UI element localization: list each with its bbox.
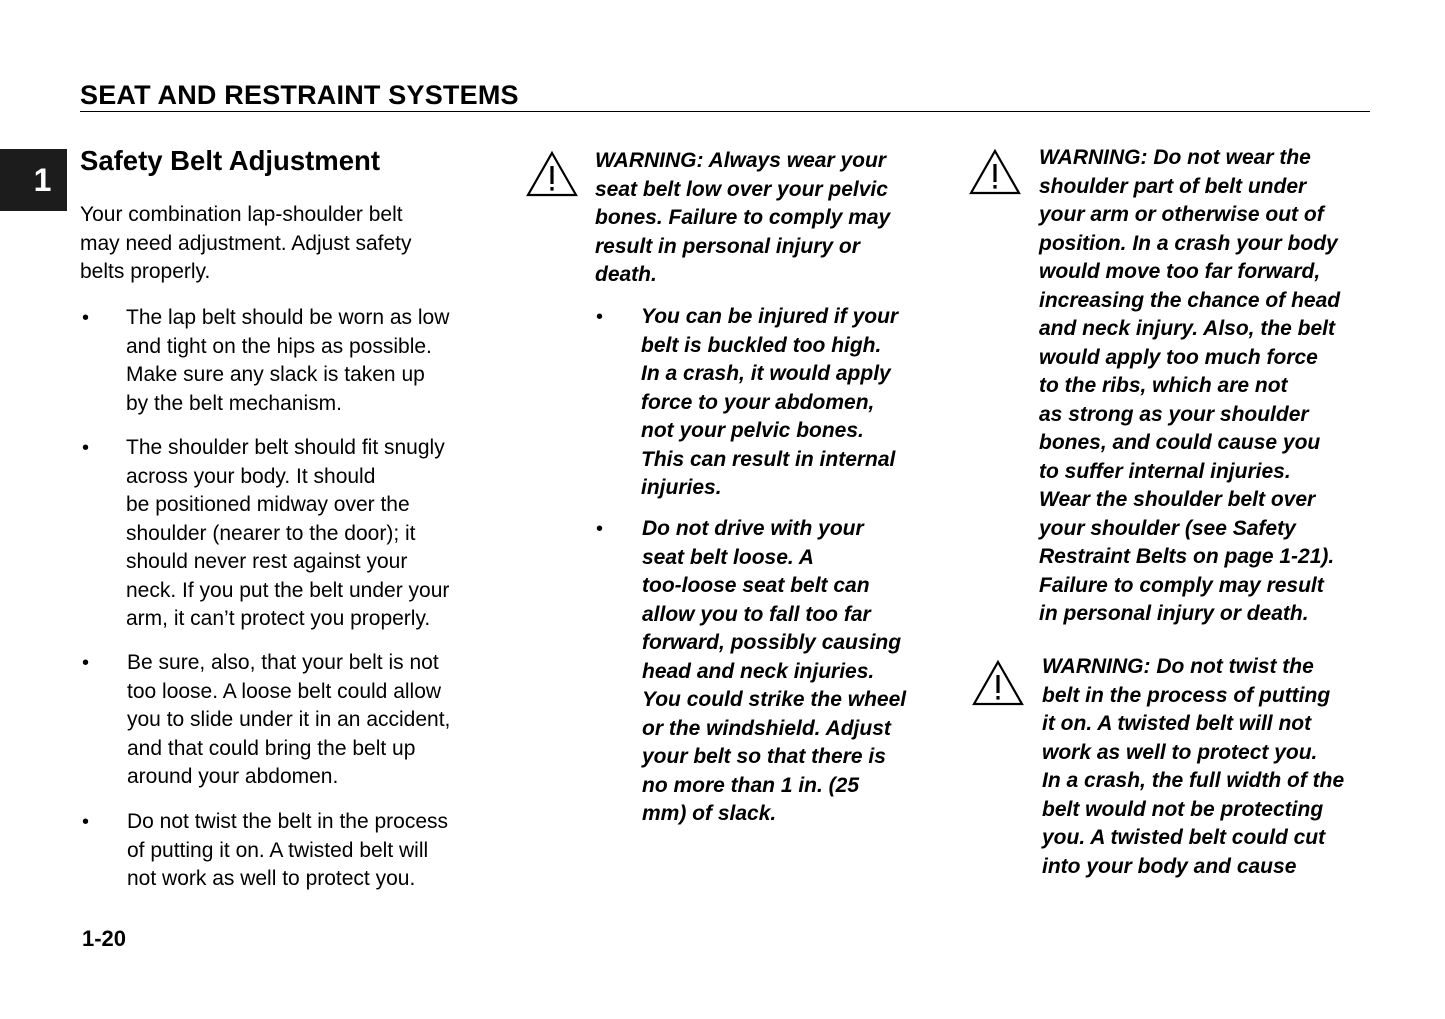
bullet-line: across your body. It should	[126, 464, 376, 488]
warning-line: seat belt low over your pelvic	[595, 177, 888, 201]
header-rule	[80, 111, 1370, 112]
bullet-item	[126, 434, 449, 634]
warning-text	[595, 147, 890, 290]
bullet-line: not work as well to protect you.	[127, 867, 416, 890]
intro-line: may need adjustment. Adjust safety	[80, 231, 412, 255]
chapter-tab: 1	[0, 149, 67, 211]
warning-line: position. In a crash your body	[1039, 231, 1338, 255]
warning-line: WARNING: Do not wear the	[1039, 146, 1311, 169]
bullet-line: Do not twist the belt in the process	[127, 810, 448, 833]
bullet-icon: •	[82, 811, 90, 833]
bullet-line: arm, it can’t protect you properly.	[126, 607, 431, 630]
warning-text	[1039, 144, 1340, 629]
bullet-line: Be sure, also, that your belt is not	[127, 651, 439, 674]
bullet-line: The lap belt should be worn as low	[126, 306, 450, 329]
warning-bullet-line: not your pelvic bones.	[641, 419, 864, 442]
warning-line: to the ribs, which are not	[1039, 374, 1288, 397]
intro-paragraph	[80, 201, 412, 287]
bullet-icon: •	[82, 652, 90, 674]
warning-line: Restraint Belts on page 1-21).	[1039, 545, 1335, 568]
warning-line: death.	[595, 263, 657, 286]
bullet-icon: •	[596, 518, 604, 540]
warning-triangle-icon	[971, 659, 1025, 707]
warning-triangle-icon	[525, 150, 579, 198]
bullet-icon: •	[82, 307, 90, 329]
intro-line: belts properly.	[80, 260, 211, 283]
warning-line: and neck injury. Also, the belt	[1039, 317, 1335, 340]
warning-line: Wear the shoulder belt over	[1039, 488, 1316, 511]
warning-bullet-line: seat belt loose. A	[642, 545, 814, 569]
bullet-icon: •	[596, 306, 604, 328]
bullet-line: be positioned midway over the	[126, 493, 410, 516]
bullet-item	[126, 304, 449, 418]
warning-bullet-line: injuries.	[641, 476, 722, 499]
warning-bullet-item	[641, 303, 898, 503]
bullet-line: The shoulder belt should fit snugly	[126, 436, 445, 459]
warning-line: your arm or otherwise out of	[1039, 203, 1324, 226]
warning-line: result in personal injury or	[595, 234, 860, 258]
warning-bullet-line: your belt so that there is	[642, 745, 886, 768]
bullet-item	[127, 808, 448, 894]
warning-line: belt in the process of putting	[1042, 683, 1331, 707]
warning-line: would move too far forward,	[1039, 260, 1321, 283]
warning-bullet-line: This can result in internal	[641, 447, 896, 471]
warning-line: Failure to comply may result	[1039, 573, 1324, 597]
warning-bullet-line: belt is buckled too high.	[641, 333, 882, 357]
warning-line: WARNING: Do not twist the	[1042, 655, 1314, 678]
bullet-icon: •	[82, 437, 90, 459]
warning-line: In a crash, the full width of the	[1042, 769, 1345, 792]
warning-line: work as well to protect you.	[1042, 740, 1318, 764]
warning-bullet-line: You could strike the wheel	[642, 688, 907, 711]
warning-bullet-line: no more than 1 in. (25	[642, 773, 860, 797]
bullet-line: too loose. A loose belt could allow	[127, 679, 442, 703]
bullet-line: you to slide under it in an accident,	[127, 708, 451, 731]
warning-line: in personal injury or death.	[1039, 602, 1309, 625]
warning-line: shoulder part of belt under	[1039, 174, 1307, 198]
bullet-line: neck. If you put the belt under your	[126, 578, 450, 602]
section-title: SEAT AND RESTRAINT SYSTEMS	[80, 80, 519, 110]
warning-line: you. A twisted belt could cut	[1042, 826, 1326, 849]
warning-line: as strong as your shoulder	[1039, 402, 1309, 426]
warning-bullet-line: mm) of slack.	[642, 802, 777, 825]
warning-line: bones, and could cause you	[1039, 431, 1321, 454]
warning-line: belt would not be protecting	[1042, 797, 1324, 821]
warning-line: it on. A twisted belt will not	[1042, 712, 1312, 735]
bullet-line: should never rest against your	[126, 550, 408, 573]
warning-line: increasing the chance of head	[1039, 288, 1341, 312]
warning-line: into your body and cause	[1042, 854, 1297, 878]
warning-bullet-line: You can be injured if your	[641, 305, 899, 328]
warning-line: WARNING: Always wear your	[595, 149, 886, 172]
warning-bullet-line: forward, possibly causing	[642, 631, 902, 654]
bullet-line: and tight on the hips as possible.	[126, 334, 432, 358]
warning-bullet-line: head and neck injuries.	[642, 659, 875, 683]
warning-line: to suffer internal injuries.	[1039, 459, 1291, 483]
warning-bullet-line: Do not drive with your	[642, 517, 864, 540]
warning-bullet-line: force to your abdomen,	[641, 390, 875, 414]
warning-line: your shoulder (see Safety	[1039, 516, 1296, 540]
section-heading: Safety Belt Adjustment	[80, 145, 381, 176]
warning-bullet-line: or the windshield. Adjust	[642, 716, 891, 740]
bullet-item	[127, 649, 450, 792]
bullet-line: around your abdomen.	[127, 765, 339, 788]
page-number: 1-20	[82, 926, 127, 951]
warning-bullet-line: In a crash, it would apply	[641, 362, 891, 385]
warning-text	[1042, 653, 1344, 881]
bullet-line: of putting it on. A twisted belt will	[127, 838, 429, 862]
bullet-line: by the belt mechanism.	[126, 391, 342, 415]
bullet-line: Make sure any slack is taken up	[126, 363, 425, 386]
warning-line: bones. Failure to comply may	[595, 206, 891, 229]
warning-bullet-line: allow you to fall too far	[642, 602, 871, 626]
bullet-line: and that could bring the belt up	[127, 736, 416, 760]
intro-line: Your combination lap-shoulder belt	[80, 203, 403, 226]
warning-bullet-item	[642, 515, 906, 829]
warning-line: would apply too much force	[1039, 345, 1318, 369]
warning-bullet-line: too-loose seat belt can	[642, 574, 870, 597]
bullet-line: shoulder (nearer to the door); it	[126, 521, 416, 545]
warning-triangle-icon	[968, 148, 1022, 196]
